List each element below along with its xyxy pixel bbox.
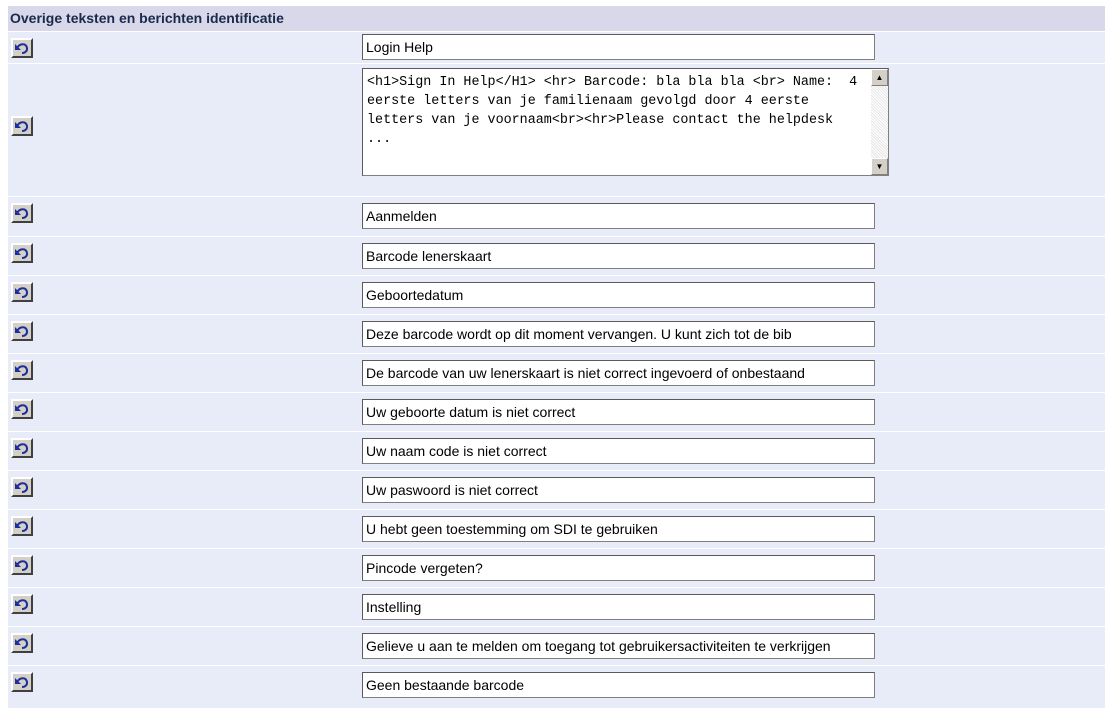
reset-default-button[interactable] xyxy=(11,203,33,223)
form-row xyxy=(8,393,1105,431)
text-field[interactable]: Deze barcode wordt op dit moment vervangen. U kunt zich tot de bib xyxy=(362,321,875,347)
scroll-down-arrow-icon[interactable]: ▼ xyxy=(871,158,888,175)
row-action-cell xyxy=(8,315,354,353)
undo-arrow-icon xyxy=(14,286,30,299)
undo-arrow-icon xyxy=(14,520,30,533)
reset-default-button[interactable] xyxy=(11,477,33,497)
row-value-cell xyxy=(357,549,1105,587)
form-row xyxy=(8,32,1105,63)
form-row xyxy=(8,315,1105,353)
undo-arrow-icon xyxy=(14,481,30,494)
reset-default-button[interactable] xyxy=(11,594,33,614)
vertical-scrollbar[interactable] xyxy=(871,69,888,175)
undo-arrow-icon xyxy=(14,442,30,455)
undo-arrow-icon xyxy=(14,120,30,133)
row-value-cell xyxy=(357,237,1105,275)
reset-default-button[interactable] xyxy=(11,321,33,341)
reset-default-button[interactable] xyxy=(11,438,33,458)
undo-arrow-icon xyxy=(14,676,30,689)
row-value-cell xyxy=(357,627,1105,665)
row-value-cell xyxy=(357,666,1105,708)
help-text-area[interactable] xyxy=(362,68,889,176)
row-value-cell xyxy=(357,354,1105,392)
row-action-cell xyxy=(8,471,354,509)
row-value-cell xyxy=(357,432,1105,470)
form-row xyxy=(8,354,1105,392)
row-action-cell xyxy=(8,354,354,392)
form-row xyxy=(8,549,1105,587)
text-field[interactable]: Geen bestaande barcode xyxy=(362,672,875,698)
reset-default-button[interactable] xyxy=(11,38,33,58)
text-field[interactable]: Geboortedatum xyxy=(362,282,875,308)
row-action-cell xyxy=(8,276,354,314)
text-field[interactable]: Barcode lenerskaart xyxy=(362,243,875,269)
reset-default-button[interactable] xyxy=(11,633,33,653)
row-action-cell xyxy=(8,32,354,63)
text-field[interactable]: Pincode vergeten? xyxy=(362,555,875,581)
undo-arrow-icon xyxy=(14,559,30,572)
undo-arrow-icon xyxy=(14,207,30,220)
reset-default-button[interactable] xyxy=(11,399,33,419)
row-value-cell xyxy=(357,471,1105,509)
text-field[interactable]: Gelieve u aan te melden om toegang tot gebruikersactiviteiten te verkrijgen xyxy=(362,633,875,659)
form-row xyxy=(8,588,1105,626)
undo-arrow-icon xyxy=(14,364,30,377)
reset-default-button[interactable] xyxy=(11,555,33,575)
undo-arrow-icon xyxy=(14,247,30,260)
form-row xyxy=(8,432,1105,470)
text-field[interactable]: Aanmelden xyxy=(362,203,875,229)
text-field[interactable]: De barcode van uw lenerskaart is niet correct ingevoerd of onbestaand xyxy=(362,360,875,386)
reset-default-button[interactable] xyxy=(11,243,33,263)
reset-default-button[interactable] xyxy=(11,672,33,692)
reset-default-button[interactable] xyxy=(11,116,33,136)
form-row xyxy=(8,666,1105,708)
form-row xyxy=(8,64,1105,196)
row-action-cell xyxy=(8,197,354,236)
form-row xyxy=(8,471,1105,509)
undo-arrow-icon xyxy=(14,403,30,416)
row-action-cell xyxy=(8,627,354,665)
row-action-cell xyxy=(8,549,354,587)
help-text-value: <h1>Sign In Help</H1> <hr> Barcode: bla bla bla <br> Name: 4 eerste letters van je familienaam gevolgd door 4 eerste letters van je voornaam<br><hr>Please contact the helpdesk ... xyxy=(367,75,866,147)
scroll-up-arrow-icon[interactable]: ▲ xyxy=(871,69,888,86)
row-action-cell xyxy=(8,432,354,470)
form-row xyxy=(8,627,1105,665)
undo-arrow-icon xyxy=(14,637,30,650)
row-value-cell xyxy=(357,276,1105,314)
undo-arrow-icon xyxy=(14,598,30,611)
row-value-cell xyxy=(357,32,1105,63)
text-field[interactable]: Uw paswoord is niet correct xyxy=(362,477,875,503)
text-field[interactable]: Uw naam code is niet correct xyxy=(362,438,875,464)
row-action-cell xyxy=(8,588,354,626)
text-field[interactable]: Login Help xyxy=(362,34,875,60)
form-row xyxy=(8,197,1105,236)
row-value-cell xyxy=(357,64,1105,196)
row-value-cell xyxy=(357,510,1105,548)
row-action-cell xyxy=(8,666,354,708)
text-field[interactable]: Instelling xyxy=(362,594,875,620)
section-title: Overige teksten en berichten identificatie xyxy=(8,6,1105,31)
row-action-cell xyxy=(8,510,354,548)
reset-default-button[interactable] xyxy=(11,516,33,536)
row-value-cell xyxy=(357,393,1105,431)
undo-arrow-icon xyxy=(14,325,30,338)
row-value-cell xyxy=(357,588,1105,626)
reset-default-button[interactable] xyxy=(11,282,33,302)
reset-default-button[interactable] xyxy=(11,360,33,380)
text-field[interactable]: U hebt geen toestemming om SDI te gebruiken xyxy=(362,516,875,542)
undo-arrow-icon xyxy=(14,42,30,55)
form-row xyxy=(8,237,1105,275)
row-value-cell xyxy=(357,315,1105,353)
row-action-cell xyxy=(8,393,354,431)
row-value-cell xyxy=(357,197,1105,236)
row-action-cell xyxy=(8,64,354,196)
form-row xyxy=(8,276,1105,314)
text-field[interactable]: Uw geboorte datum is niet correct xyxy=(362,399,875,425)
row-action-cell xyxy=(8,237,354,275)
form-row xyxy=(8,510,1105,548)
